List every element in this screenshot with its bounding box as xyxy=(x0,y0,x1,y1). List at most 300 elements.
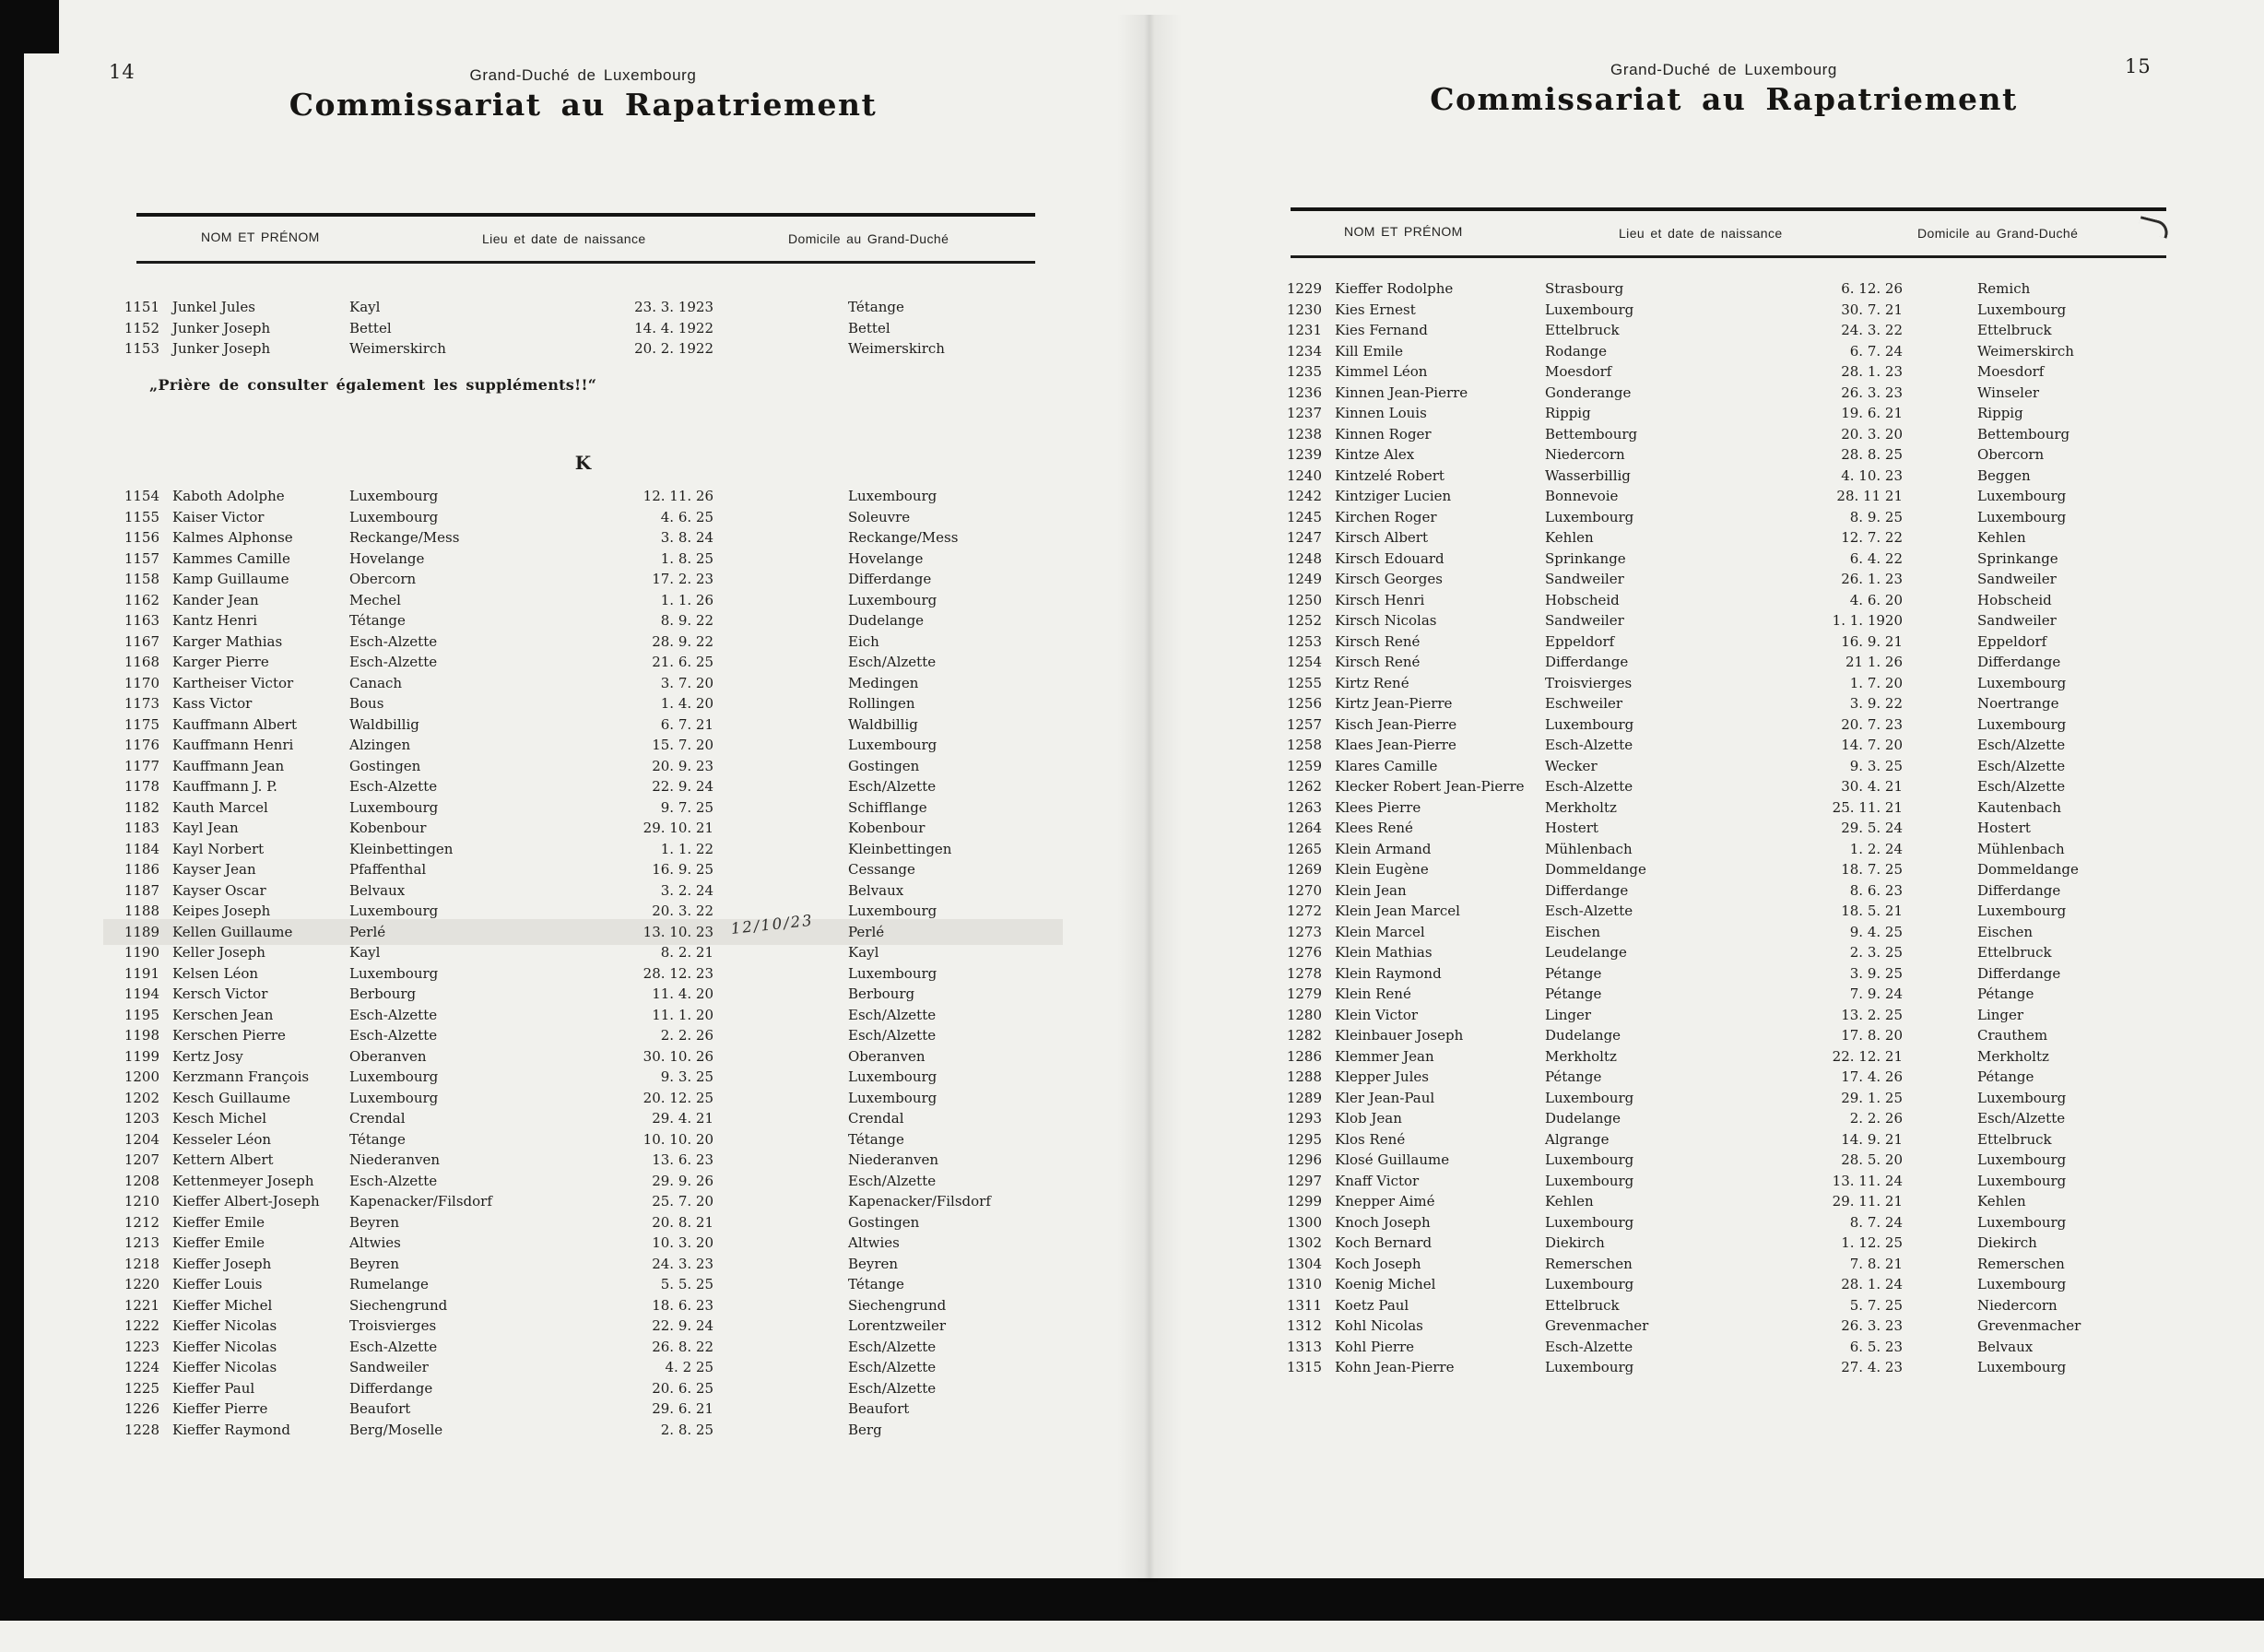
column-header-name: NOM ET PRÉNOM xyxy=(1344,224,1463,239)
cell-name: Knoch Joseph xyxy=(1335,1213,1431,1231)
cell-birth-place: Hostert xyxy=(1545,820,1598,836)
table-row xyxy=(1274,922,2187,943)
cell-birth-date: 20. 3. 20 xyxy=(1841,425,1903,442)
table-row xyxy=(106,963,1060,985)
cell-name: Klees René xyxy=(1335,820,1413,836)
cell-birth-place: Beyren xyxy=(349,1255,400,1272)
cell-name: Kirsch Nicolas xyxy=(1335,612,1437,629)
cell-birth-place: Kayl xyxy=(349,944,381,961)
cell-name: Kintziger Lucien xyxy=(1335,488,1452,504)
cell-birth-place: Luxembourg xyxy=(349,964,439,982)
row-number: 1310 xyxy=(1286,1276,1322,1292)
cell-birth-place: Oberanven xyxy=(349,1047,427,1065)
cell-domicile: Crendal xyxy=(848,1110,904,1127)
table-row xyxy=(1274,486,2187,507)
cell-birth-place: Luxembourg xyxy=(1545,508,1634,525)
cell-name: Klein Jean Marcel xyxy=(1335,903,1460,919)
cell-domicile: Dommeldange xyxy=(1977,861,2079,878)
cell-domicile: Kautenbach xyxy=(1977,798,2061,816)
cell-birth-date: 20. 6. 25 xyxy=(652,1379,713,1397)
cell-birth-place: Luxembourg xyxy=(349,1068,439,1085)
table-row xyxy=(1274,673,2187,694)
cell-birth-place: Waldbillig xyxy=(349,715,419,733)
table-row xyxy=(1274,901,2187,922)
row-number: 1311 xyxy=(1286,1296,1322,1314)
table-row xyxy=(106,1357,1060,1378)
cell-domicile: Ettelbruck xyxy=(1977,944,2052,961)
cell-name: Klepper Jules xyxy=(1335,1068,1429,1085)
table-row xyxy=(106,859,1060,880)
cell-domicile: Hostert xyxy=(1977,820,2031,836)
row-number: 1177 xyxy=(124,757,159,774)
cell-birth-place: Grevenmacher xyxy=(1545,1317,1649,1334)
table-row xyxy=(1274,466,2187,487)
cell-name: Kerzmann François xyxy=(172,1068,310,1085)
cell-birth-place: Linger xyxy=(1545,1006,1592,1023)
cell-birth-date: 22. 9. 24 xyxy=(652,1317,713,1334)
cell-name: Kler Jean-Paul xyxy=(1335,1089,1435,1106)
cell-birth-place: Mühlenbach xyxy=(1545,840,1633,857)
cell-birth-place: Dommeldange xyxy=(1545,861,1646,878)
cell-name: Kirsch René xyxy=(1335,632,1421,650)
cell-domicile: Belvaux xyxy=(848,881,904,899)
cell-name: Klees Pierre xyxy=(1335,798,1421,816)
cell-domicile: Esch/Alzette xyxy=(848,1027,937,1044)
cell-name: Klein René xyxy=(1335,985,1411,1002)
table-row xyxy=(1274,527,2187,549)
cell-birth-place: Rodange xyxy=(1545,342,1608,360)
cell-domicile: Merkholtz xyxy=(1977,1047,2049,1065)
cell-domicile: Luxembourg xyxy=(848,488,937,504)
cell-domicile: Gostingen xyxy=(848,1213,920,1231)
cell-domicile: Esch/Alzette xyxy=(848,1338,937,1355)
cell-name: Kieffer Nicolas xyxy=(172,1317,277,1334)
cell-domicile: Weimerskirch xyxy=(1977,342,2074,360)
cell-birth-place: Tétange xyxy=(349,1130,406,1148)
cell-domicile: Rollingen xyxy=(848,695,915,712)
cell-domicile: Luxembourg xyxy=(1977,1151,2067,1168)
cell-birth-date: 18. 6. 23 xyxy=(652,1296,713,1314)
row-number: 1249 xyxy=(1286,571,1322,587)
cell-name: Kieffer Rodolphe xyxy=(1335,280,1454,297)
cell-name: Kayser Oscar xyxy=(172,881,266,899)
cell-domicile: Esch/Alzette xyxy=(848,1379,937,1397)
cell-domicile: Altwies xyxy=(848,1234,900,1251)
header-rule-bottom xyxy=(1291,255,2166,258)
cell-domicile: Luxembourg xyxy=(848,1068,937,1085)
cell-birth-place: Luxembourg xyxy=(1545,715,1634,733)
cell-domicile: Grevenmacher xyxy=(1977,1317,2081,1334)
cell-domicile: Moesdorf xyxy=(1977,363,2045,380)
cell-domicile: Kehlen xyxy=(1977,529,2026,546)
cell-birth-place: Esch-Alzette xyxy=(349,1006,438,1023)
cell-name: Kesch Guillaume xyxy=(172,1089,290,1106)
cell-birth-place: Bous xyxy=(349,695,384,712)
table-row xyxy=(106,1067,1060,1088)
cell-birth-place: Troisvierges xyxy=(349,1317,437,1334)
cell-birth-place: Esch-Alzette xyxy=(349,1027,438,1044)
cell-name: Kerschen Pierre xyxy=(172,1027,286,1044)
row-number: 1158 xyxy=(124,571,159,587)
table-row xyxy=(106,610,1060,631)
table-row xyxy=(1274,880,2187,902)
row-number: 1282 xyxy=(1286,1027,1322,1044)
cell-name: Koch Bernard xyxy=(1335,1234,1433,1251)
table-row xyxy=(1274,942,2187,963)
table-row xyxy=(106,1254,1060,1275)
table-row xyxy=(1274,1295,2187,1316)
cell-domicile: Obercorn xyxy=(1977,446,2045,463)
row-number: 1248 xyxy=(1286,549,1322,567)
cell-domicile: Luxembourg xyxy=(848,737,937,753)
pen-mark xyxy=(2137,216,2170,238)
cell-name: Kander Jean xyxy=(172,591,259,608)
table-row xyxy=(106,1108,1060,1129)
cell-birth-date: 16. 9. 25 xyxy=(652,861,713,878)
cell-name: Kinnen Louis xyxy=(1335,405,1427,421)
cell-birth-date: 20. 2. 1922 xyxy=(634,340,713,357)
cell-birth-date: 3. 7. 20 xyxy=(660,674,713,691)
row-number: 1207 xyxy=(124,1151,159,1168)
cell-birth-date: 6. 4. 22 xyxy=(1849,549,1903,567)
cell-name: Kieffer Emile xyxy=(172,1213,265,1231)
cell-name: Klein Raymond xyxy=(1335,964,1442,982)
cell-birth-place: Pétange xyxy=(1545,985,1602,1002)
cell-name: Kelsen Léon xyxy=(172,964,259,982)
cell-birth-place: Luxembourg xyxy=(1545,1151,1634,1168)
cell-birth-date: 28. 1. 24 xyxy=(1841,1276,1903,1292)
cell-birth-date: 17. 8. 20 xyxy=(1841,1027,1903,1044)
cell-birth-date: 17. 4. 26 xyxy=(1841,1068,1903,1085)
row-number: 1170 xyxy=(124,674,159,691)
row-number: 1204 xyxy=(124,1130,159,1148)
cell-domicile: Weimerskirch xyxy=(848,340,945,357)
cell-birth-place: Esch-Alzette xyxy=(349,1338,438,1355)
cell-domicile: Diekirch xyxy=(1977,1234,2037,1251)
cell-name: Kamp Guillaume xyxy=(172,571,289,587)
table-row xyxy=(1274,610,2187,631)
cell-name: Klein Victor xyxy=(1335,1006,1419,1023)
cell-birth-place: Luxembourg xyxy=(349,508,439,525)
section-letter-k: K xyxy=(574,452,592,474)
cell-name: Klemmer Jean xyxy=(1335,1047,1434,1065)
cell-name: Karger Pierre xyxy=(172,654,269,670)
cell-birth-date: 4. 10. 23 xyxy=(1841,466,1903,484)
row-number: 1189 xyxy=(124,923,159,940)
cell-birth-place: Sandweiler xyxy=(1545,612,1624,629)
row-number: 1289 xyxy=(1286,1089,1322,1106)
cell-birth-place: Siechengrund xyxy=(349,1296,448,1314)
cell-name: Kies Ernest xyxy=(1335,301,1416,318)
cell-name: Karger Mathias xyxy=(172,632,283,650)
cell-birth-date: 4. 2 25 xyxy=(665,1359,713,1375)
table-row xyxy=(106,1233,1060,1254)
cell-birth-date: 26. 3. 23 xyxy=(1841,1317,1903,1334)
row-number: 1225 xyxy=(124,1379,159,1397)
cell-birth-place: Altwies xyxy=(349,1234,401,1251)
table-row xyxy=(106,1005,1060,1026)
row-number: 1184 xyxy=(124,840,159,857)
cell-domicile: Kapenacker/Filsdorf xyxy=(848,1193,991,1210)
table-row xyxy=(106,1398,1060,1420)
cell-domicile: Siechengrund xyxy=(848,1296,947,1314)
cell-name: Kieffer Paul xyxy=(172,1379,255,1397)
cell-name: Kleinbauer Joseph xyxy=(1335,1027,1464,1044)
cell-name: Kintze Alex xyxy=(1335,446,1415,463)
cell-birth-date: 7. 8. 21 xyxy=(1849,1255,1903,1272)
table-row xyxy=(106,942,1060,963)
row-number: 1221 xyxy=(124,1296,159,1314)
cell-name: Kayl Jean xyxy=(172,820,239,836)
cell-birth-date: 23. 3. 1923 xyxy=(634,299,713,315)
row-number: 1198 xyxy=(124,1027,159,1044)
row-number: 1259 xyxy=(1286,757,1322,774)
table-row xyxy=(1274,818,2187,839)
cell-birth-date: 30. 10. 26 xyxy=(643,1047,713,1065)
cell-birth-date: 28. 11 21 xyxy=(1836,488,1903,504)
cell-birth-place: Esch-Alzette xyxy=(349,654,438,670)
row-number: 1151 xyxy=(124,299,159,315)
cell-birth-date: 25. 11. 21 xyxy=(1832,798,1903,816)
cell-birth-date: 28. 1. 23 xyxy=(1841,363,1903,380)
cell-domicile: Oberanven xyxy=(848,1047,926,1065)
row-number: 1315 xyxy=(1286,1359,1322,1375)
table-row xyxy=(106,297,1060,318)
cell-name: Kirsch Georges xyxy=(1335,571,1443,587)
cell-birth-place: Luxembourg xyxy=(1545,1089,1634,1106)
cell-domicile: Esch/Alzette xyxy=(848,778,937,795)
row-number: 1157 xyxy=(124,549,159,567)
table-row xyxy=(106,714,1060,736)
handwritten-annotation: 12/10/23 xyxy=(729,911,815,938)
cell-birth-date: 13. 6. 23 xyxy=(652,1151,713,1168)
cell-domicile: Remich xyxy=(1977,280,2031,297)
cell-birth-place: Luxembourg xyxy=(1545,1276,1634,1292)
cell-birth-place: Strasbourg xyxy=(1545,280,1624,297)
cell-birth-date: 11. 1. 20 xyxy=(652,1006,713,1023)
cell-birth-place: Mechel xyxy=(349,591,401,608)
table-row xyxy=(1274,590,2187,611)
cell-birth-date: 8. 2. 21 xyxy=(660,944,713,961)
cell-domicile: Esch/Alzette xyxy=(1977,1110,2066,1127)
cell-name: Klein Marcel xyxy=(1335,923,1425,940)
row-number: 1231 xyxy=(1286,322,1322,338)
cell-birth-date: 8. 9. 22 xyxy=(660,612,713,629)
row-number: 1236 xyxy=(1286,384,1322,401)
row-number: 1245 xyxy=(1286,508,1322,525)
cell-birth-place: Hovelange xyxy=(349,549,425,567)
cell-domicile: Noertrange xyxy=(1977,695,2059,712)
cell-domicile: Eppeldorf xyxy=(1977,632,2047,650)
cell-birth-place: Kleinbettingen xyxy=(349,840,454,857)
page-title: Commissariat au Rapatriement xyxy=(289,87,878,123)
cell-birth-date: 1. 1. 1920 xyxy=(1832,612,1903,629)
row-number: 1152 xyxy=(124,319,159,336)
cell-birth-date: 1. 1. 22 xyxy=(660,840,713,857)
cell-birth-place: Esch-Alzette xyxy=(349,632,438,650)
row-number: 1213 xyxy=(124,1234,159,1251)
cell-birth-date: 8. 7. 24 xyxy=(1849,1213,1903,1231)
row-number: 1229 xyxy=(1286,280,1322,297)
cell-birth-place: Moesdorf xyxy=(1545,363,1612,380)
cell-birth-date: 12. 11. 26 xyxy=(643,488,713,504)
row-number: 1190 xyxy=(124,944,159,961)
cell-name: Kammes Camille xyxy=(172,549,290,567)
cell-domicile: Crauthem xyxy=(1977,1027,2048,1044)
cell-birth-date: 29. 4. 21 xyxy=(652,1110,713,1127)
table-row xyxy=(1274,1191,2187,1212)
table-row xyxy=(1274,1067,2187,1088)
cell-birth-date: 21 1. 26 xyxy=(1845,654,1903,670)
cell-birth-place: Esch-Alzette xyxy=(1545,1338,1633,1355)
cell-name: Kirsch Albert xyxy=(1335,529,1429,546)
cell-name: Knepper Aimé xyxy=(1335,1193,1435,1210)
cell-birth-date: 13. 2. 25 xyxy=(1841,1006,1903,1023)
row-number: 1182 xyxy=(124,798,159,816)
row-number: 1155 xyxy=(124,508,159,525)
cell-birth-place: Berg/Moselle xyxy=(349,1421,443,1438)
cell-domicile: Gostingen xyxy=(848,757,920,774)
cell-birth-place: Remerschen xyxy=(1545,1255,1633,1272)
cell-domicile: Pétange xyxy=(1977,985,2034,1002)
cell-domicile: Luxembourg xyxy=(848,591,937,608)
cell-name: Kesch Michel xyxy=(172,1110,267,1127)
row-number: 1222 xyxy=(124,1317,159,1334)
page-title: Commissariat au Rapatriement xyxy=(1430,81,2018,117)
table-row xyxy=(106,984,1060,1005)
cell-birth-place: Luxembourg xyxy=(1545,1213,1634,1231)
table-row xyxy=(106,338,1060,360)
table-row xyxy=(1274,1150,2187,1171)
cell-domicile: Bettembourg xyxy=(1977,425,2070,442)
cell-birth-date: 13. 10. 23 xyxy=(643,923,713,940)
cell-birth-date: 28. 12. 23 xyxy=(643,964,713,982)
cell-birth-date: 1. 2. 24 xyxy=(1849,840,1903,857)
cell-name: Kauffmann J. P. xyxy=(172,778,277,795)
cell-domicile: Differdange xyxy=(1977,881,2061,899)
cell-name: Klaes Jean-Pierre xyxy=(1335,737,1456,753)
cell-domicile: Luxembourg xyxy=(1977,1276,2067,1292)
row-number: 1280 xyxy=(1286,1006,1322,1023)
row-number: 1247 xyxy=(1286,529,1322,546)
cell-domicile: Luxembourg xyxy=(1977,1213,2067,1231)
table-row xyxy=(1274,735,2187,756)
cell-birth-place: Esch-Alzette xyxy=(349,778,438,795)
cell-domicile: Luxembourg xyxy=(1977,508,2067,525)
table-row xyxy=(1274,1337,2187,1358)
row-number: 1279 xyxy=(1286,985,1322,1002)
cell-birth-date: 20. 9. 23 xyxy=(652,757,713,774)
row-number: 1258 xyxy=(1286,737,1322,753)
cell-domicile: Lorentzweiler xyxy=(848,1317,946,1334)
table-row xyxy=(1274,963,2187,985)
cell-name: Kisch Jean-Pierre xyxy=(1335,715,1457,733)
cell-domicile: Esch/Alzette xyxy=(1977,778,2066,795)
row-number: 1237 xyxy=(1286,405,1322,421)
cell-birth-date: 3. 9. 25 xyxy=(1849,964,1903,982)
table-row xyxy=(1274,859,2187,880)
row-number: 1218 xyxy=(124,1255,159,1272)
cell-domicile: Luxembourg xyxy=(1977,1172,2067,1189)
cell-birth-place: Perlé xyxy=(349,923,386,940)
cell-birth-date: 30. 7. 21 xyxy=(1841,301,1903,318)
cell-birth-place: Ettelbruck xyxy=(1545,322,1620,338)
cell-birth-place: Bonnevoie xyxy=(1545,488,1619,504)
cell-name: Kieffer Raymond xyxy=(172,1421,290,1438)
column-header-name: NOM ET PRÉNOM xyxy=(201,230,320,244)
table-row xyxy=(106,776,1060,797)
region-label: Grand-Duché de Luxembourg xyxy=(469,66,697,84)
cell-domicile: Belvaux xyxy=(1977,1338,2034,1355)
cell-name: Kalmes Alphonse xyxy=(172,529,293,546)
cell-birth-date: 16. 9. 21 xyxy=(1841,632,1903,650)
row-number: 1253 xyxy=(1286,632,1322,650)
cell-domicile: Luxembourg xyxy=(1977,715,2067,733)
row-number: 1252 xyxy=(1286,612,1322,629)
table-row xyxy=(106,1316,1060,1337)
cell-birth-date: 1. 4. 20 xyxy=(660,695,713,712)
cell-birth-place: Differdange xyxy=(349,1379,433,1397)
cell-name: Kieffer Joseph xyxy=(172,1255,272,1272)
cell-birth-place: Sprinkange xyxy=(1545,549,1626,567)
row-number: 1208 xyxy=(124,1172,159,1189)
table-row xyxy=(106,797,1060,819)
cell-domicile: Luxembourg xyxy=(1977,674,2067,691)
cell-domicile: Differdange xyxy=(848,571,932,587)
row-number: 1230 xyxy=(1286,301,1322,318)
cell-birth-date: 3. 2. 24 xyxy=(660,881,713,899)
table-row xyxy=(106,673,1060,694)
cell-birth-place: Tétange xyxy=(349,612,406,629)
cell-birth-date: 6. 7. 24 xyxy=(1849,342,1903,360)
cell-birth-date: 2. 3. 25 xyxy=(1849,944,1903,961)
table-row xyxy=(1274,549,2187,570)
cell-domicile: Eich xyxy=(848,632,879,650)
cell-birth-place: Troisvierges xyxy=(1545,674,1633,691)
cell-birth-date: 2. 2. 26 xyxy=(660,1027,713,1044)
cell-birth-place: Kobenbour xyxy=(349,820,427,836)
cell-birth-place: Eschweiler xyxy=(1545,695,1623,712)
row-number: 1295 xyxy=(1286,1130,1322,1148)
cell-name: Knaff Victor xyxy=(1335,1172,1420,1189)
cell-name: Junker Joseph xyxy=(172,319,271,336)
table-row xyxy=(106,1025,1060,1046)
row-number: 1186 xyxy=(124,861,159,878)
table-row xyxy=(106,1295,1060,1316)
cell-domicile: Luxembourg xyxy=(848,903,937,919)
cell-birth-date: 9. 4. 25 xyxy=(1849,923,1903,940)
cell-domicile: Sandweiler xyxy=(1977,612,2057,629)
cell-birth-place: Sandweiler xyxy=(1545,571,1624,587)
row-number: 1168 xyxy=(124,654,159,670)
cell-birth-place: Luxembourg xyxy=(1545,301,1634,318)
row-number: 1173 xyxy=(124,695,159,712)
cell-domicile: Soleuvre xyxy=(848,508,911,525)
cell-birth-date: 29. 1. 25 xyxy=(1841,1089,1903,1106)
cell-birth-date: 20. 12. 25 xyxy=(643,1089,713,1106)
table-row xyxy=(106,1378,1060,1399)
table-row xyxy=(106,527,1060,549)
cell-domicile: Kleinbettingen xyxy=(848,840,952,857)
row-number: 1153 xyxy=(124,340,159,357)
cell-domicile: Esch/Alzette xyxy=(848,654,937,670)
cell-birth-place: Pfaffenthal xyxy=(349,861,427,878)
cell-birth-date: 26. 8. 22 xyxy=(652,1338,713,1355)
cell-name: Koenig Michel xyxy=(1335,1276,1436,1292)
row-number: 1270 xyxy=(1286,881,1322,899)
cell-name: Kaiser Victor xyxy=(172,508,265,525)
cell-birth-date: 9. 7. 25 xyxy=(660,798,713,816)
